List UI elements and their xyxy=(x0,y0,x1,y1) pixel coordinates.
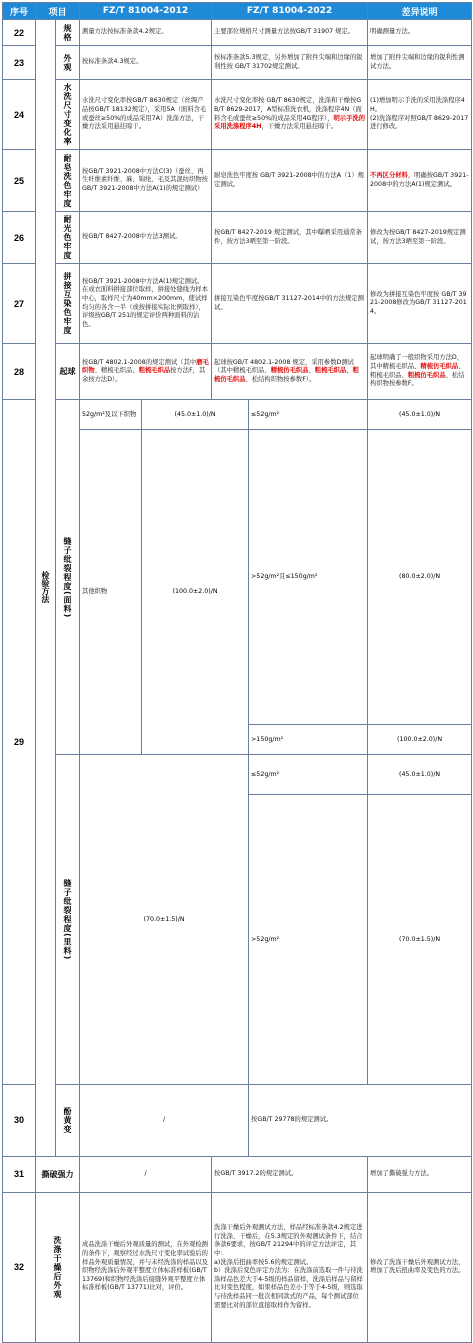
new-standard-text: 洗涤干燥后外观测试方法，样品经标准条款4.2规定进行洗涤、干燥后，在5.3规定的外观测试条件下，结合条款6要求，按GB/T 21294中的评定方法评定，其中： a)洗涤后扭曲率按5.6的规定测试。 b）洗涤后变色评定方法为：在洗涤前选取一件与待洗涤样品色差大于4-5级的样品留样，洗涤后样品与留样比对变色程度，如果样品色差小于等于4-5级，则选取与待洗样品同一批次相同款式的产品，每个测试部位需要比对的部位直接取样作为留样。 xyxy=(212,1192,368,1342)
item-name: 撕破强力 xyxy=(36,1156,80,1192)
diff-text: 增加了撕破强力方法。 xyxy=(368,1156,472,1192)
old-standard-text: 按GB/T 3921-2008中方法C(3)（蚕丝、再生纤维素纤维、麻、锦纶、毛及其混纺织物按GB/T 3921-2008中方法A(1)的规定测试） xyxy=(80,150,212,212)
item-name: 拼接互染色牢度 xyxy=(56,264,80,344)
row-number: 22 xyxy=(3,20,36,46)
old-standard-text: / xyxy=(80,1084,249,1156)
header-group: 项目 xyxy=(36,3,80,20)
item-name-lining: 缝子纰裂程度(里料) xyxy=(56,755,80,1085)
new-standard-text: 按GB/T 8427-2019 规定测试，其中曝晒采用通常条件，按方法3晒至第一阶段。 xyxy=(212,212,368,264)
diff-text: 明确测量方法。 xyxy=(368,20,472,46)
old-standard-text: 测量方法按标准条款4.2规定。 xyxy=(80,20,212,46)
table-row xyxy=(3,755,472,795)
row-number: 24 xyxy=(3,80,36,150)
old-standard-text: 水洗尺寸变化率按GB/T 8630规定（丝绸产品按GB/T 18132规定），采用5A（面料含毛或蚕丝≥50%的成品采用7A）洗涤方法，干燥方法采用悬挂晾干。 xyxy=(80,80,212,150)
new-standard-text: 按GB/T 29778的规定测试。 xyxy=(249,1084,472,1156)
face-old-fabric: 52g/m²及以下织物 xyxy=(80,400,142,430)
old-standard-text: / xyxy=(80,1156,212,1192)
table-row xyxy=(3,46,472,80)
table-row xyxy=(3,80,472,150)
item-name: 洗涤干燥后外观 xyxy=(36,1192,80,1342)
new-standard-text: 主要部位规格尺寸测量方法按GB/T 31907 规定。 xyxy=(212,20,368,46)
face-new-range: >150g/m² xyxy=(249,725,368,755)
old-standard-text: 按GB/T 4802.1-2008的规定测试（其中磨毛织物、精梳毛织品、粗梳毛织品按方法F，其余按方法D）。 xyxy=(80,344,212,400)
old-standard-text: 按标准条款4.3规定。 xyxy=(80,46,212,80)
new-standard-text: 按标准条款5.3规定，另外增加了附件尖端和边缘的锐利性按 GB/T 31702规定测试。 xyxy=(212,46,368,80)
item-name: 水洗尺寸变化率 xyxy=(56,80,80,150)
new-standard-text: 耐皂洗色牢度按 GB/T 3921-2008中的方法A（1）规定测试。 xyxy=(212,150,368,212)
face-old-load: (45.0±1.0)/N xyxy=(142,400,249,430)
face-new-range: ≤52g/m² xyxy=(249,400,368,430)
new-standard-text: 按GB/T 3917.2的规定测试。 xyxy=(212,1156,368,1192)
item-name: 耐光色牢度 xyxy=(56,212,80,264)
header-new-std: FZ/T 81004-2022 xyxy=(212,3,368,20)
lining-new-load: (45.0±1.0)/N xyxy=(368,755,472,795)
lining-old-load: (70.0±1.5)/N xyxy=(80,755,249,1085)
table-row xyxy=(3,264,472,344)
row-number: 31 xyxy=(3,1156,36,1192)
item-name-face: 缝子纰裂程度(面料) xyxy=(56,400,80,755)
table-row xyxy=(3,1192,472,1342)
face-new-load: (80.0±2.0)/N xyxy=(368,430,472,725)
item-name: 耐皂洗色牢度 xyxy=(56,150,80,212)
old-standard-text: 按GB/T 3921-2008中方法A(1)规定测试。在成衣面料拼接部位取样，拼接处缝线为样本中心，取样尺寸为40mm×200mm，使试样均匀的各含一半（或按拼接实际比例取样），评级按GB/T 251的规定评价两种面料的沾色。 xyxy=(80,264,212,344)
table-row xyxy=(3,1084,472,1156)
face-old-load: (100.0±2.0)/N xyxy=(142,430,249,755)
lining-new-range: ≤52g/m² xyxy=(249,755,368,795)
row-number: 26 xyxy=(3,212,36,264)
table-row xyxy=(3,344,472,400)
old-standard-text: 按GB/T 8427-2008中方法3测试。 xyxy=(80,212,212,264)
table-row xyxy=(3,400,472,430)
standard-comparison-table xyxy=(2,2,472,1343)
header-old-std: FZ/T 81004-2012 xyxy=(80,3,212,20)
row-number: 32 xyxy=(3,1192,36,1342)
row-number: 25 xyxy=(3,150,36,212)
face-new-load: (100.0±2.0)/N xyxy=(368,725,472,755)
new-standard-text: 拼接互染色牢度按GB/T 31127-2014中的方法规定测试。 xyxy=(212,264,368,344)
table-row xyxy=(3,150,472,212)
row-number: 27 xyxy=(3,264,36,344)
table-row xyxy=(3,1156,472,1192)
row-number: 29 xyxy=(3,400,36,1085)
diff-text: 修改了洗涤干燥后外观测试方法，增加了洗后扭曲率及变色的方法。 xyxy=(368,1192,472,1342)
table-row xyxy=(3,212,472,264)
item-name: 酚黄变 xyxy=(56,1084,80,1156)
diff-text: 增加了附件尖端和边缘的锐利性测试方法。 xyxy=(368,46,472,80)
diff-text: 起球明确了一般织物采用方法D，其中精梳毛织品、精梳仿毛织品、粗梳毛织品、粗梳仿毛织品、松结构织物按参数F。 xyxy=(368,344,472,400)
diff-text: 修改为拼接互染色牢度按 GB/T 3921-2008修改为GB/T 31127-2014。 xyxy=(368,264,472,344)
old-standard-text: 成品洗涤干燥后外观质量的测试，在外观检测的条件下，观察经过水洗尺寸变化率试验后的样品外观质量情况，并与未经洗涤的样品以及织物经洗涤后外观平整度立体标准样板(GB/T 13769)和织物经洗涤后接缝外观平整度立体标准样板(GB/T 13771)比对，评价。 xyxy=(80,1192,212,1342)
row-number: 28 xyxy=(3,344,36,400)
row-number: 30 xyxy=(3,1084,36,1156)
item-name: 规格 xyxy=(56,20,80,46)
item-name: 起球 xyxy=(56,344,80,400)
face-new-load: (45.0±1.0)/N xyxy=(368,400,472,430)
new-standard-text: 水洗尺寸变化率按 GB/T 8630规定，洗涤和干燥按GB/T 8629-2017，A型标准洗衣机，洗涤程序4N（面料含毛或蚕丝≥50%的成品采用4G程序），明示手洗的采用洗涤程序4H，干燥方法采用悬挂晾干。 xyxy=(212,80,368,150)
diff-text: (1)增加明示手洗的采用洗涤程序4H。 (2)洗涤程序对照GB/T 8629-2017进行修改。 xyxy=(368,80,472,150)
header-seq: 序号 xyxy=(3,3,36,20)
lining-new-load: (70.0±1.5)/N xyxy=(368,795,472,1085)
table-row xyxy=(3,20,472,46)
header-diff: 差异说明 xyxy=(368,3,472,20)
group-label: 检验方法 xyxy=(36,20,56,1157)
header-row xyxy=(3,3,472,20)
diff-text: 修改为按GB/T 8427-2019规定测试，按方法3晒至第一阶段。 xyxy=(368,212,472,264)
row-number: 23 xyxy=(3,46,36,80)
diff-text: 不再区分材料，明确按GB/T 3921-2008中的方法A(1)规定测试。 xyxy=(368,150,472,212)
face-new-range: >52g/m²且≤150g/m² xyxy=(249,430,368,725)
new-standard-text: 起球按GB/T 4802.1-2008 规定，采用参数D测试（其中精梳毛织品、精梳仿毛织品、粗梳毛织品、粗梳仿毛织品、松结构织物按参数F）。 xyxy=(212,344,368,400)
lining-new-range: >52g/m² xyxy=(249,795,368,1085)
face-old-fabric: 其他织物 xyxy=(80,430,142,755)
item-name: 外观 xyxy=(56,46,80,80)
